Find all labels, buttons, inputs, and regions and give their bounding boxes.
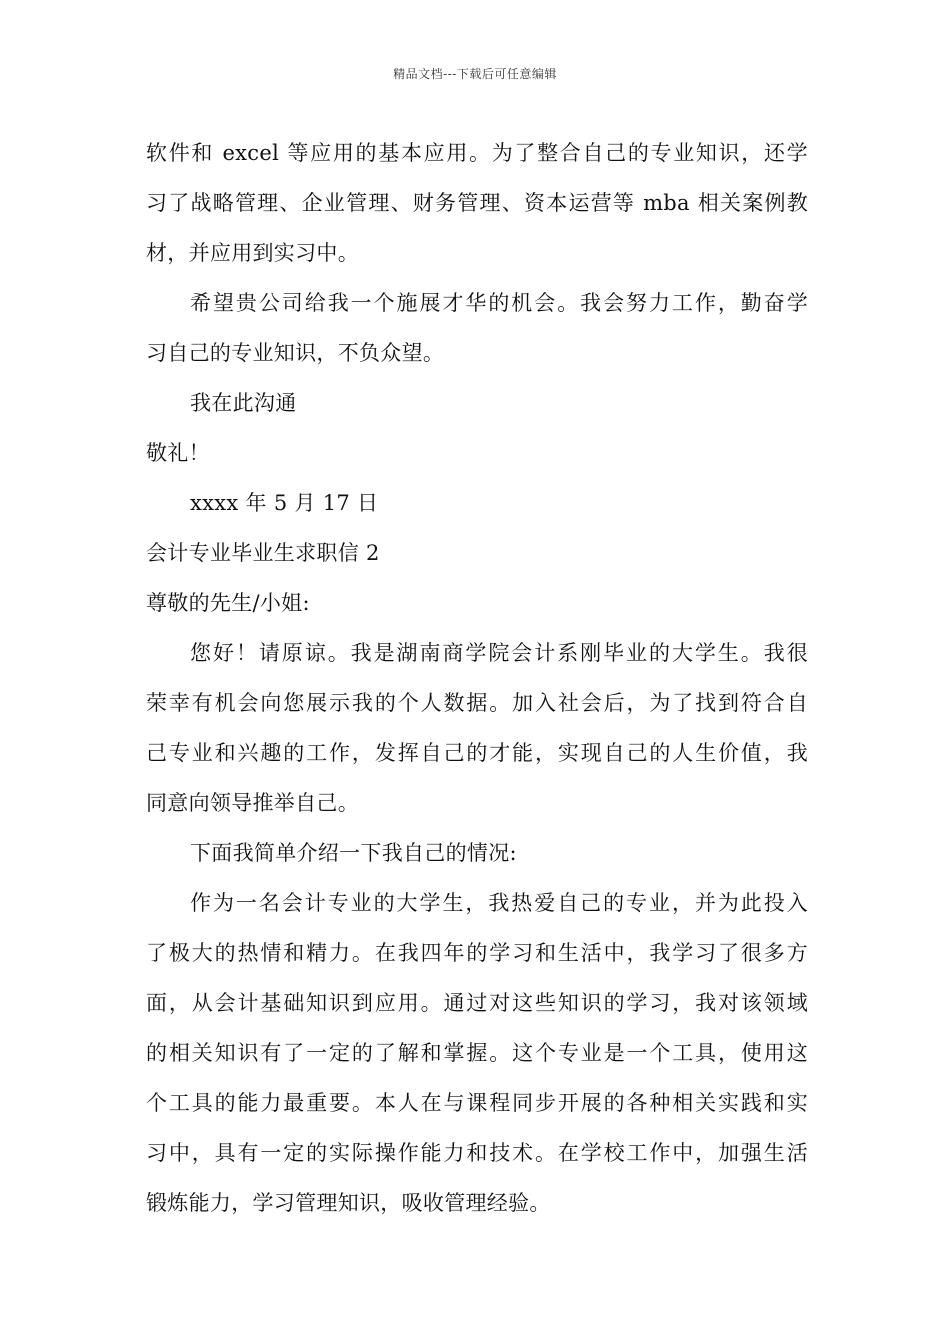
text-line: 面，从会计基础知识到应用。通过对这些知识的学习，我对该领域: [146, 991, 808, 1015]
text-line: 尊敬的先生/小姐:: [146, 591, 310, 615]
text-line: 己专业和兴趣的工作，发挥自己的才能，实现自己的人生价值，我: [146, 741, 808, 765]
text-line: 荣幸有机会向您展示我的个人数据。加入社会后，为了找到符合自: [146, 691, 808, 715]
text-line: 材，并应用到实习中。: [146, 241, 359, 265]
text-line: 同意向领导推举自己。: [146, 791, 359, 815]
text-line: 锻炼能力，学习管理知识，吸收管理经验。: [146, 1191, 551, 1215]
text-line: 作为一名会计专业的大学生，我热爱自己的专业，并为此投入: [190, 891, 808, 915]
text-line: 的相关知识有了一定的了解和掌握。这个专业是一个工具，使用这: [146, 1041, 808, 1065]
text-line: 习了战略管理、企业管理、财务管理、资本运营等 mba 相关案例教: [146, 191, 808, 215]
text-line: 习中，具有一定的实际操作能力和技术。在学校工作中，加强生活: [146, 1141, 808, 1165]
page-header: 精品文档---下载后可任意编辑: [393, 67, 557, 81]
text-line: 敬礼！: [146, 441, 210, 465]
text-line: 您好！请原谅。我是湖南商学院会计系刚毕业的大学生。我很: [190, 641, 808, 665]
text-line: 希望贵公司给我一个施展才华的机会。我会努力工作，勤奋学: [190, 291, 808, 315]
document-body: [146, 128, 808, 1228]
text-line: 下面我简单介绍一下我自己的情况:: [190, 841, 517, 865]
text-line: 我在此沟通: [190, 391, 297, 415]
text-line: 习自己的专业知识，不负众望。: [146, 341, 445, 365]
text-line: 会计专业毕业生求职信 2: [146, 541, 380, 565]
text-line: 个工具的能力最重要。本人在与课程同步开展的各种相关实践和实: [146, 1091, 808, 1115]
text-line: 软件和 excel 等应用的基本应用。为了整合自己的专业知识，还学: [146, 141, 808, 165]
text-line: 了极大的热情和精力。在我四年的学习和生活中，我学习了很多方: [146, 941, 808, 965]
text-line: xxxx 年 5 月 17 日: [190, 491, 379, 515]
